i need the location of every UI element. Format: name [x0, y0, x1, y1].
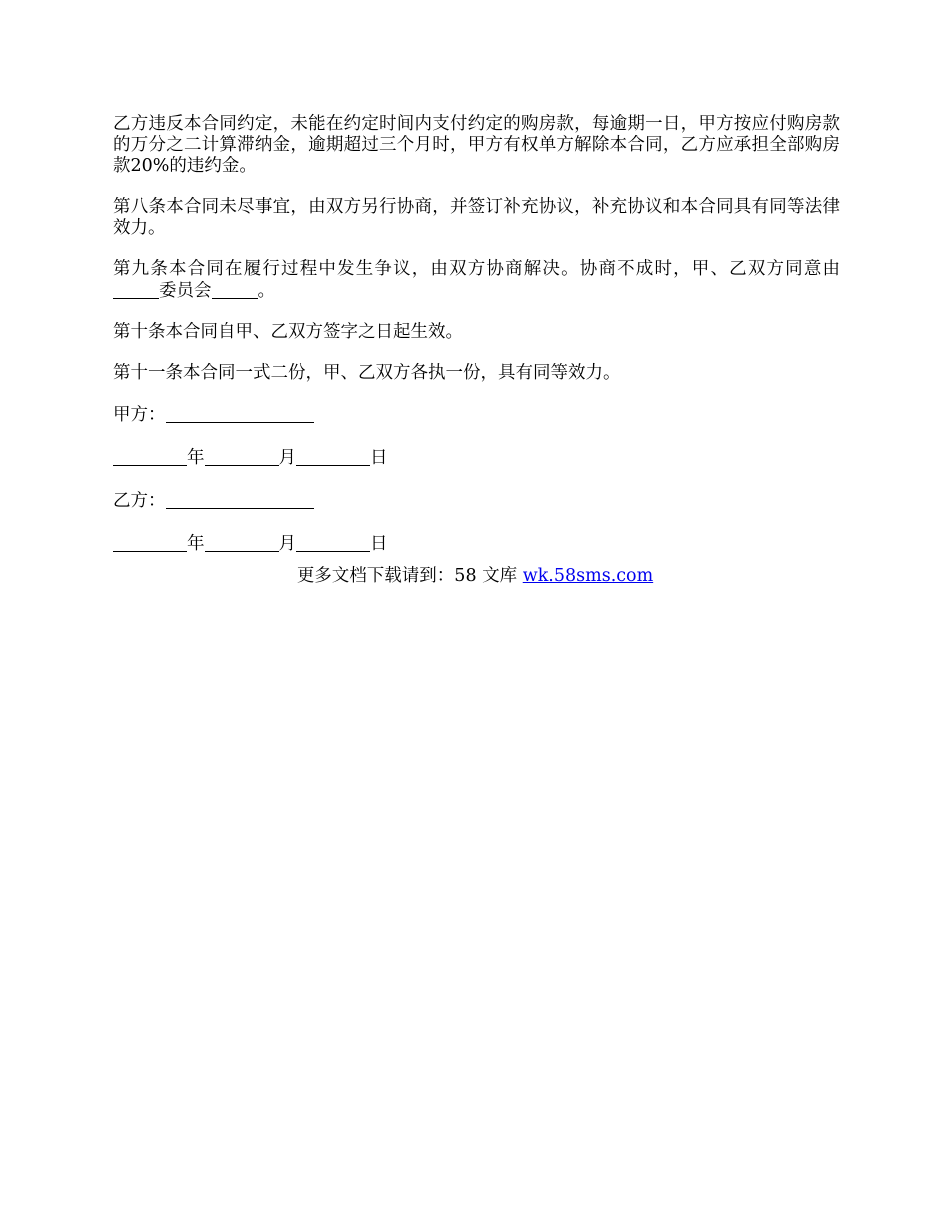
- blank-line: [212, 280, 258, 299]
- paragraph-breach-penalty: 乙方违反本合同约定，未能在约定时间内支付约定的购房款，每逾期一日，甲方按应付购房款的万分之二计算滞纳金，逾期超过三个月时，甲方有权单方解除本合同，乙方应承担全部购房款20%的违约金。: [113, 114, 840, 176]
- day-label: 日: [370, 534, 388, 554]
- footer: [0, 566, 950, 587]
- paragraph-article-10: 第十条本合同自甲、乙双方签字之日起生效。: [113, 322, 463, 342]
- year-blank: [113, 533, 187, 552]
- party-b-date: [113, 533, 840, 555]
- day-blank: [296, 533, 370, 552]
- paragraph-article-9: [113, 259, 840, 302]
- year-label: 年: [187, 448, 205, 468]
- month-blank: [205, 447, 279, 466]
- signature-blank: [166, 490, 314, 509]
- party-b-label: 乙方：: [113, 491, 166, 511]
- article-9-text: 第九条本合同在履行过程中发生争议，由双方协商解决。协商不成时，甲、乙双方同意由: [113, 259, 840, 279]
- paragraph-article-8: 第八条本合同未尽事宜，由双方另行协商，并签订补充协议，补充协议和本合同具有同等法律效力。: [113, 197, 840, 238]
- month-label: 月: [278, 534, 296, 554]
- party-a-signature: [113, 404, 840, 426]
- article-9-middle: 委员会: [159, 281, 212, 301]
- month-blank: [205, 533, 279, 552]
- party-a-label: 甲方：: [113, 405, 166, 425]
- day-label: 日: [370, 448, 388, 468]
- footer-link[interactable]: wk.58sms.com: [522, 566, 654, 586]
- party-b-signature: [113, 490, 840, 512]
- month-label: 月: [278, 448, 296, 468]
- year-blank: [113, 447, 187, 466]
- article-9-end: 。: [257, 281, 275, 301]
- signature-blank: [166, 404, 314, 423]
- party-a-date: [113, 447, 840, 469]
- document-body: [113, 114, 840, 576]
- paragraph-article-11: 第十一条本合同一式二份，甲、乙双方各执一份，具有同等效力。: [113, 363, 621, 383]
- day-blank: [296, 447, 370, 466]
- footer-prefix: 更多文档下载请到：58 文库: [296, 566, 523, 586]
- blank-line: [113, 280, 159, 299]
- year-label: 年: [187, 534, 205, 554]
